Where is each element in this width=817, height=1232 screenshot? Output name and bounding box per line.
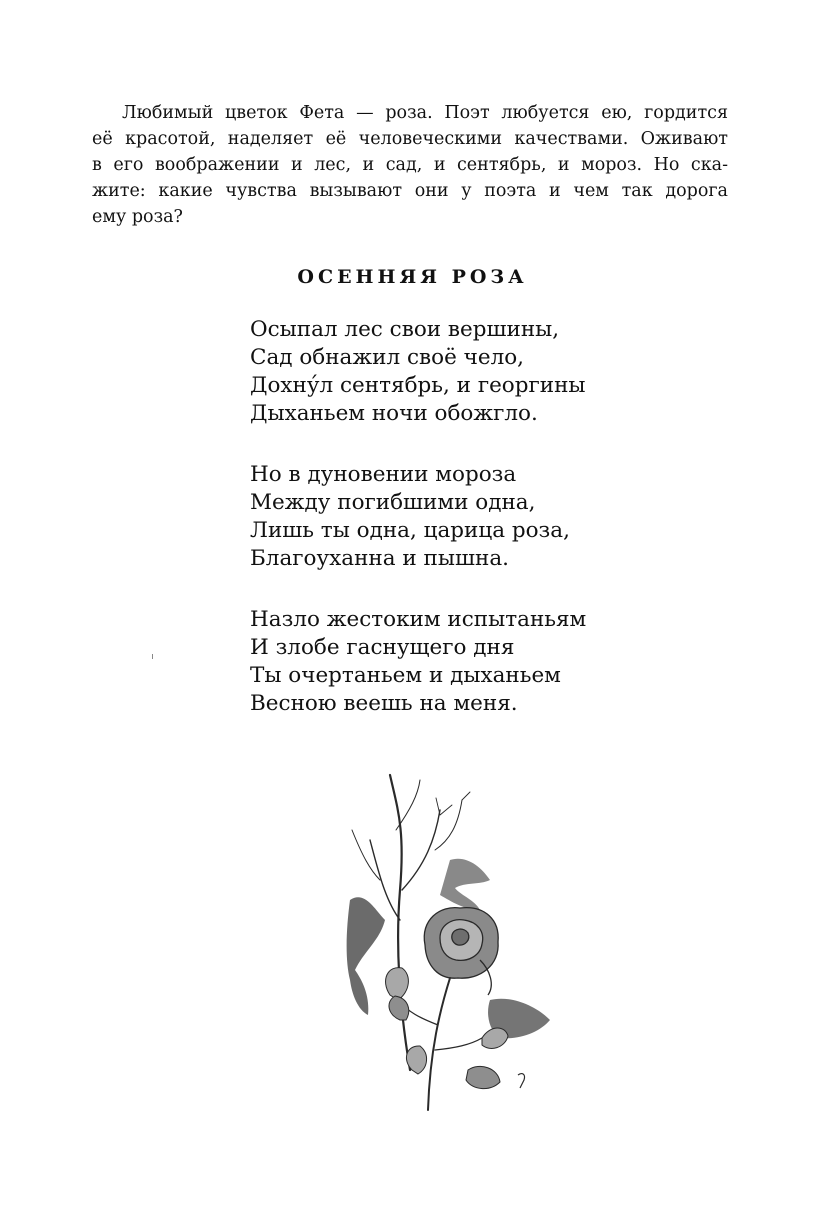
leaf-3 [482,1028,508,1048]
print-speck [152,654,153,659]
poem-line: Лишь ты одна, царица роза, [250,518,570,543]
intro-line: Любимый цветок Фета — роза. Поэт любуется ею, гордится [122,103,728,123]
leaf-4 [466,1066,500,1088]
poem-line: Дыханьем ночи обожгло. [250,401,538,426]
poem-line: Ты очертаньем и дыханьем [250,663,561,688]
intro-line: ему роза? [92,207,183,227]
intro-paragraph [92,100,728,230]
stanza [250,316,770,428]
rose-bloom [424,908,498,995]
poem-line: Между погибшими одна, [250,490,536,515]
poem-line: Весною веешь на меня. [250,691,518,716]
twig-small [436,792,470,815]
rose-center [452,929,469,945]
poem-line: Благоуханна и пышна. [250,546,509,571]
leaf-1 [386,968,409,1000]
stanza [250,606,770,718]
artist-mark [518,1074,525,1088]
leaf-2 [389,996,409,1020]
stems-group [398,978,482,1110]
main-branch [390,775,410,1070]
intro-line: в его воображении и лес, и сад, и сентябрь, и мороз. Но ска- [92,155,728,175]
poem-title: ОСЕННЯЯ РОЗА [297,266,528,288]
poem-body [250,316,770,751]
branch-right [402,810,440,890]
poem-line: И злобе гаснущего дня [250,635,515,660]
poem-line: Осыпал лес свои вершины, [250,317,560,342]
foliage-left [347,897,385,1015]
rose-illustration [340,770,560,1130]
leaf-stem-right [435,1038,482,1050]
poem-line: Но в дуновении мороза [250,462,517,487]
poem-line: Сад обнажил своё чело, [250,345,524,370]
foliage-right [440,859,490,910]
signature-mark [518,1074,525,1088]
intro-line: её красотой, наделяет её человеческими качествами. Оживают [92,129,728,149]
poem-line: Назло жестоким испытаньям [250,607,587,632]
rose-stem [428,978,450,1110]
poem-line: Дохну́л сентябрь, и георгины [250,373,586,398]
stanza [250,461,770,573]
branch-twig [352,830,380,880]
intro-line: жите: какие чувства вызывают они у поэта и чем так дорога [92,181,728,201]
